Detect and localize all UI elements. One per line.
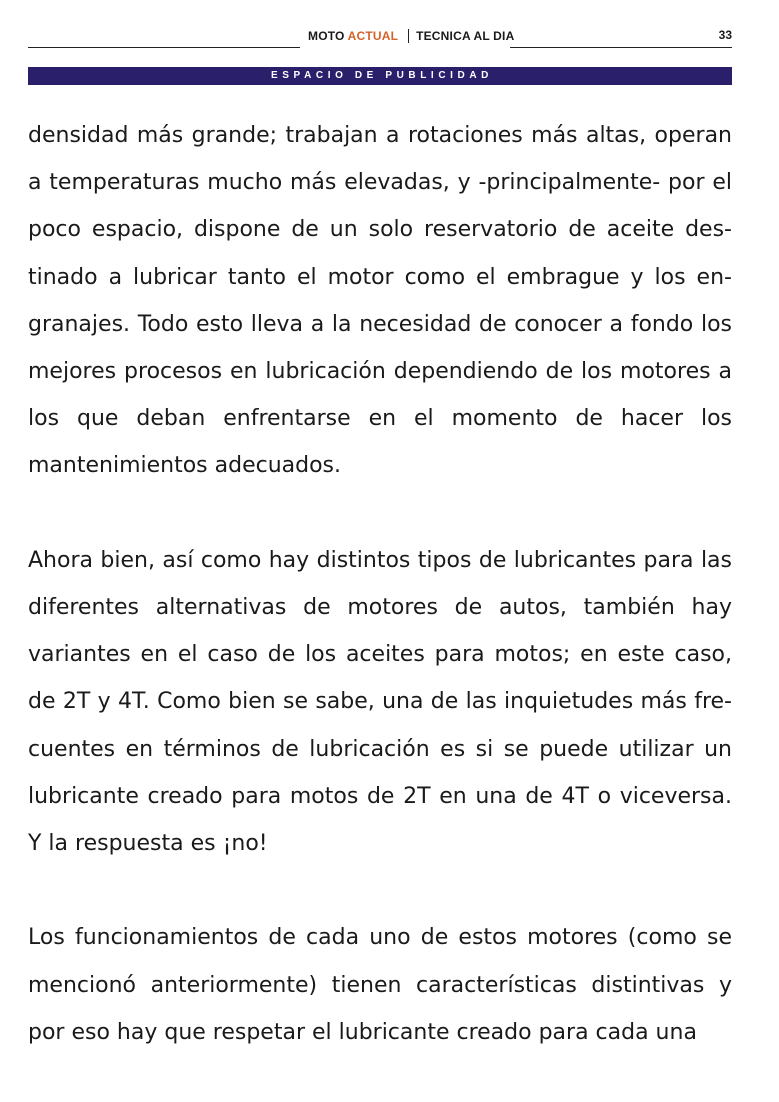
header-rule-right xyxy=(510,47,732,48)
masthead-separator xyxy=(408,29,409,43)
article-body xyxy=(28,112,732,1056)
paragraph-3: Los funcionamientos de cada uno de estos motores (como se mencionó anteriormente) tienen características distintivas y por eso hay que respetar el lubricante creado para cada una xyxy=(28,925,732,1045)
ad-space-banner: ESPACIO DE PUBLICIDAD xyxy=(28,67,732,85)
brand-accent: ACTUAL xyxy=(347,29,398,43)
page-number: 33 xyxy=(718,28,732,42)
page-header xyxy=(28,24,732,50)
section-title: TECNICA AL DIA xyxy=(416,29,515,43)
paragraph-1: densidad más grande; trabajan a rotaciones más altas, operan a temperaturas mucho más elevadas, y -principalmente- por el poco espacio, dispone de un solo reservatorio de aceite destinado a lubricar tanto el motor como el embrague y los engranajes. Todo esto lleva a la necesidad de conocer a fondo los mejores procesos en lubricación dependiendo de los motores a los que deban enfrentarse en el momento de hacer los mantenimientos adecuados. xyxy=(28,123,732,479)
header-rule-left xyxy=(28,47,300,48)
brand-name: MOTO xyxy=(308,29,345,43)
masthead xyxy=(308,29,514,43)
paragraph-2: Ahora bien, así como hay distintos tipos de lubricantes para las diferentes alternativas de motores de autos, también hay variantes en el caso de los aceites para motos; en este caso, de 2T y 4T. Como bien se sabe, una de las inquietudes más frecuentes en términos de lubricación es si se puede utilizar un lubricante creado para motos de 2T en una de 4T o viceversa. Y la respuesta es ¡no! xyxy=(28,547,732,857)
